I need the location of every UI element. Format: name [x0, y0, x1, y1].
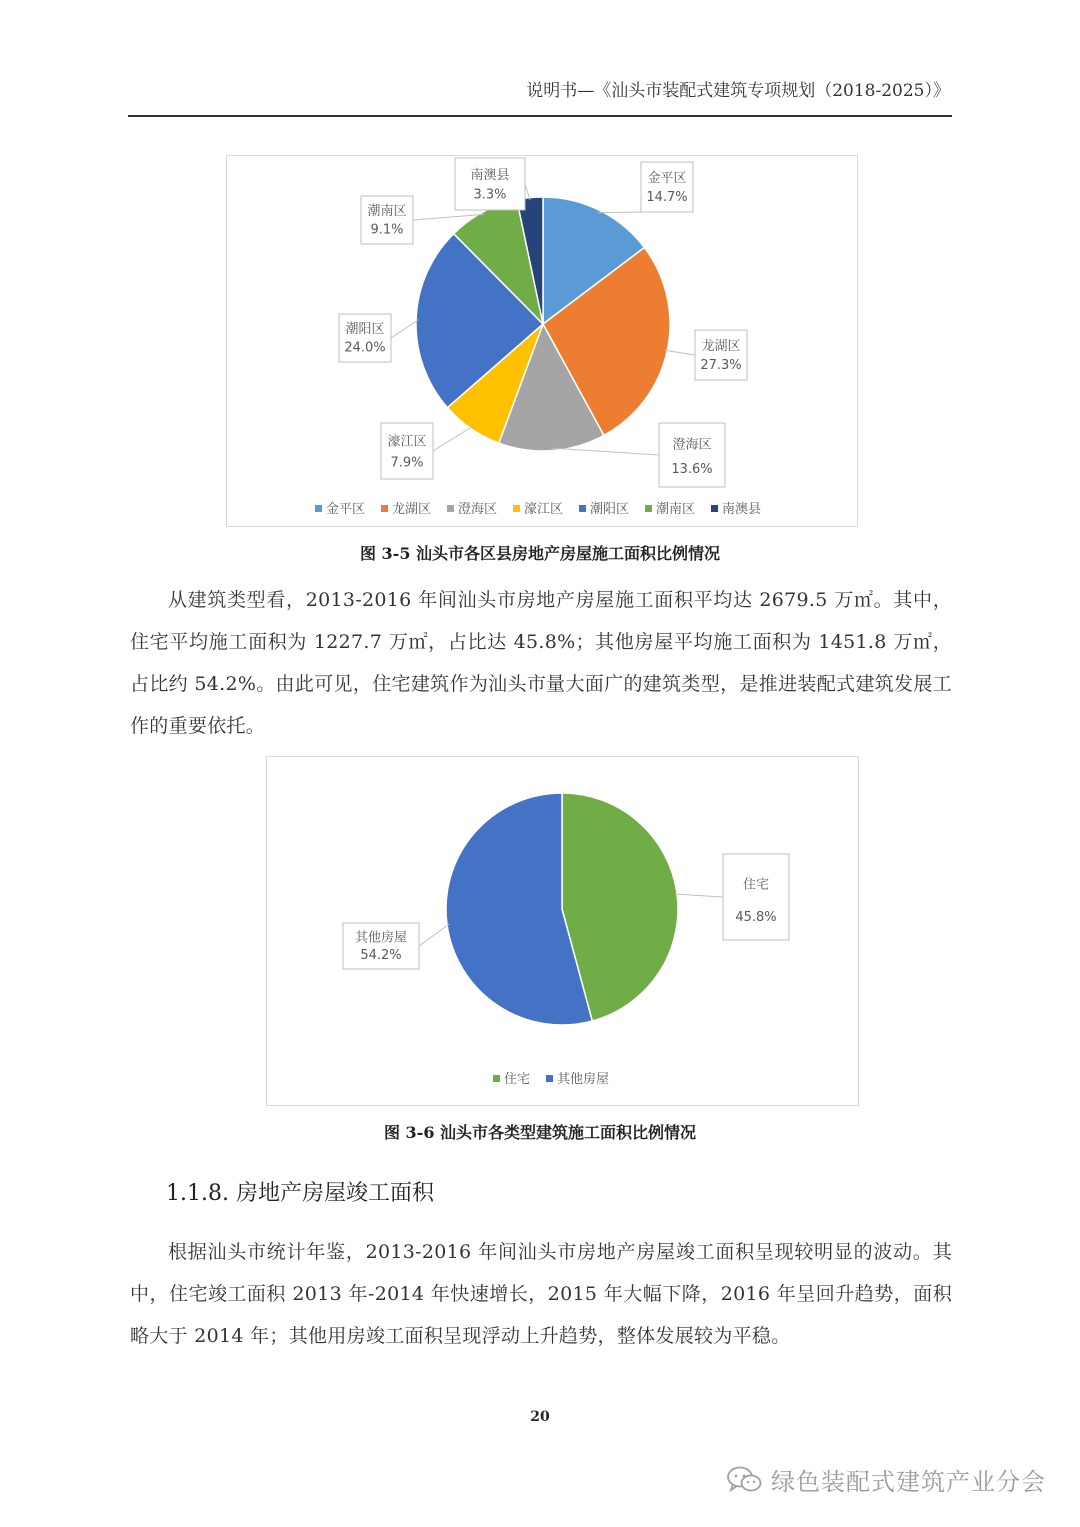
slice-category-label: 住宅: [742, 877, 770, 893]
chart-legend: [315, 501, 761, 517]
slice-value-label: 24.0%: [344, 340, 386, 356]
legend-swatch: [513, 505, 520, 512]
legend-label: 南澳县: [722, 502, 762, 517]
paragraph-completion-area: 根据汕头市统计年鉴，2013-2016 年间汕头市房地产房屋竣工面积呈现较明显的波动。其中，住宅竣工面积 2013 年-2014 年快速增长，2015 年大幅下降，2016 年呈回升趋势，面积略大于 2014 年；其他用房竣工面积呈现浮动上升趋势，整体发展较为平稳。: [130, 1241, 952, 1347]
leader-line: [675, 894, 723, 897]
building-type-pie-svg: [267, 757, 858, 1105]
data-label-box: [723, 854, 789, 940]
slice-value-label: 3.3%: [473, 187, 507, 203]
page-header: 说明书—《汕头市装配式建筑专项规划（2018-2025）》: [526, 81, 950, 101]
leader-line: [433, 427, 472, 452]
legend-label: 潮南区: [656, 502, 696, 517]
section-heading: 1.1.8. 房地产房屋竣工面积: [166, 1181, 434, 1206]
slice-value-label: 14.7%: [646, 190, 688, 205]
leader-line: [419, 924, 449, 946]
legend-swatch: [493, 1075, 500, 1082]
leader-line: [665, 350, 695, 355]
slice-value-label: 54.2%: [360, 947, 402, 963]
header-rule: [128, 115, 952, 117]
slice-category-label: 龙湖区: [701, 339, 741, 354]
slice-value-label: 45.8%: [735, 910, 777, 926]
page-number: 20: [530, 1409, 550, 1425]
legend-swatch: [447, 505, 454, 512]
slice-value-label: 27.3%: [700, 358, 742, 373]
slice-category-label: 南澳县: [470, 167, 510, 183]
legend-label: 龙湖区: [392, 502, 432, 517]
legend-swatch: [381, 505, 388, 512]
chart-legend: [493, 1071, 609, 1087]
leader-line: [552, 448, 659, 455]
legend-swatch: [711, 505, 718, 512]
legend-swatch: [645, 505, 652, 512]
figure-caption-3-5: 图 3-5 汕头市各区县房地产房屋施工面积比例情况: [359, 544, 721, 563]
watermark-text: 绿色装配式建筑产业分会: [771, 1468, 1046, 1496]
legend-label: 濠江区: [524, 502, 564, 517]
figure-caption-3-6: 图 3-6 汕头市各类型建筑施工面积比例情况: [383, 1123, 697, 1142]
slice-category-label: 潮南区: [367, 204, 407, 220]
legend-label: 澄海区: [458, 502, 498, 517]
slice-value-label: 7.9%: [390, 455, 424, 471]
legend-swatch: [315, 505, 322, 512]
data-label-box: [659, 423, 725, 487]
watermark: [725, 1462, 1046, 1497]
legend-label: 金平区: [326, 502, 366, 517]
wechat-icon: [725, 1465, 763, 1495]
legend-label: 其他房屋: [557, 1072, 610, 1087]
slice-category-label: 金平区: [647, 171, 687, 186]
district-pie-svg: [227, 156, 857, 526]
legend-swatch: [546, 1075, 553, 1082]
slice-value-label: 13.6%: [671, 461, 713, 477]
slice-category-label: 潮阳区: [345, 322, 385, 338]
leader-line: [599, 212, 642, 213]
legend-swatch: [579, 505, 586, 512]
leader-line: [391, 320, 419, 339]
legend-label: 住宅: [504, 1072, 531, 1087]
slice-category-label: 其他房屋: [354, 930, 408, 946]
district-pie-chart: [226, 155, 858, 527]
slice-value-label: 9.1%: [370, 222, 404, 238]
slice-category-label: 濠江区: [387, 434, 427, 450]
paragraph-building-type: 从建筑类型看，2013-2016 年间汕头市房地产房屋施工面积平均达 2679.5 万㎡。其中，住宅平均施工面积为 1227.7 万㎡，占比达 45.8%；其他房屋平均施工面积为 1451.8 万㎡，占比约 54.2%。由此可见，住宅建筑作为汕头市量大面广的建筑类型，是推进装配式建筑发展工作的重要依托。: [130, 589, 952, 737]
slice-category-label: 澄海区: [672, 437, 712, 453]
building-type-pie-chart: [266, 756, 859, 1106]
legend-label: 潮阳区: [590, 502, 630, 517]
